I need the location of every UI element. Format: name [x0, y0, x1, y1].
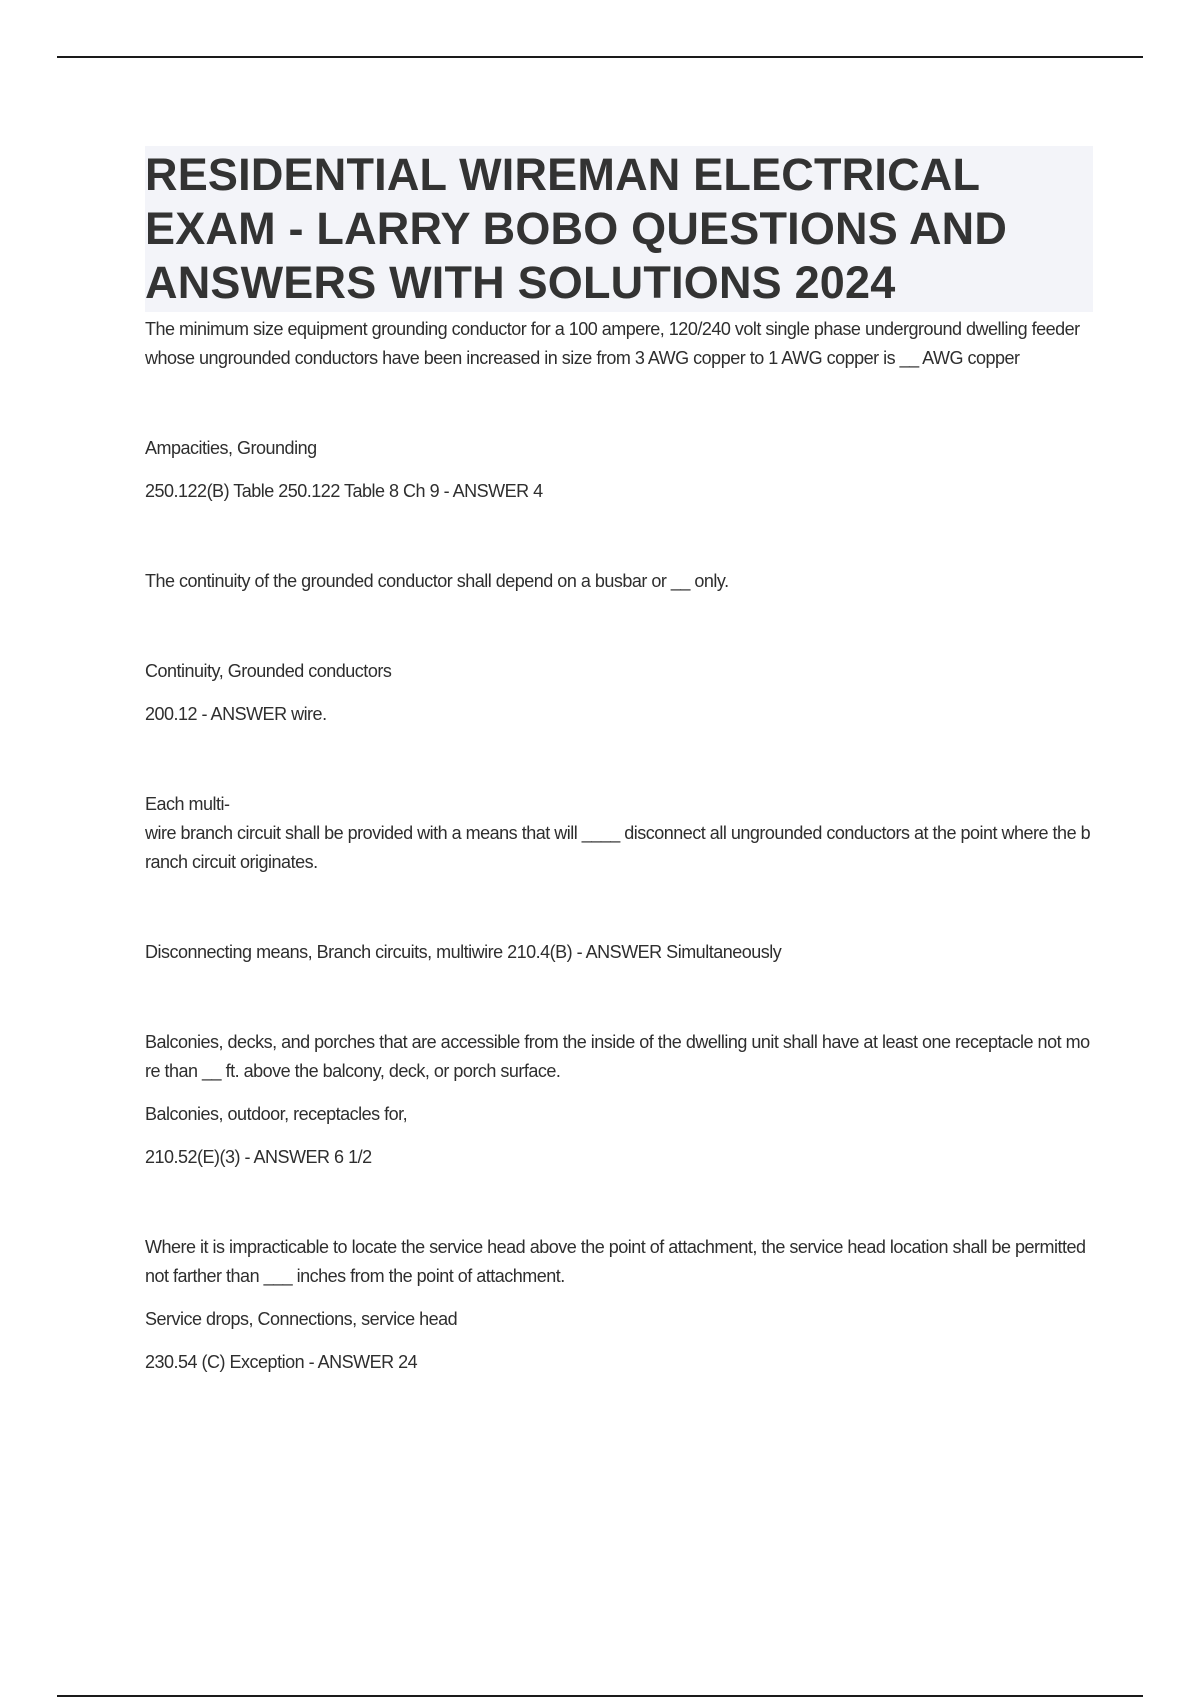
- top-rule: [57, 56, 1143, 58]
- answer-2: 200.12 - ANSWER wire.: [145, 704, 327, 724]
- answer-3: Disconnecting means, Branch circuits, multiwire 210.4(B) - ANSWER Simultaneously: [145, 942, 782, 962]
- question-4: Balconies, decks, and porches that are accessible from the inside of the dwelling unit shall have at least one receptacle not more than __ ft. above the balcony, deck, or porch surface.: [145, 1032, 1090, 1081]
- answer-5: 230.54 (C) Exception - ANSWER 24: [145, 1352, 418, 1372]
- document-body: [145, 146, 1093, 1377]
- answer-4: 210.52(E)(3) - ANSWER 6 1/2: [145, 1147, 372, 1167]
- topic-5: Service drops, Connections, service head: [145, 1309, 458, 1329]
- question-5: Where it is impracticable to locate the service head above the point of attachment, the service head location shall be permitted not farther than ___ inches from the point of attachment.: [145, 1237, 1086, 1286]
- topic-1: Ampacities, Grounding: [145, 438, 317, 458]
- document-title: RESIDENTIAL WIREMAN ELECTRICAL EXAM - LARRY BOBO QUESTIONS AND ANSWERS WITH SOLUTIONS 2024: [145, 146, 1093, 312]
- bottom-rule: [57, 1695, 1143, 1697]
- question-2: The continuity of the grounded conductor shall depend on a busbar or __ only.: [145, 571, 729, 591]
- question-1: The minimum size equipment grounding conductor for a 100 ampere, 120/240 volt single phase underground dwelling feeder whose ungrounded conductors have been increased in size from 3 AWG copper to 1 AWG copper is __ AWG copper: [145, 319, 1080, 368]
- answer-1: 250.122(B) Table 250.122 Table 8 Ch 9 - ANSWER 4: [145, 481, 543, 501]
- question-3-line-2: wire branch circuit shall be provided with a means that will ____ disconnect all ungrounded conductors at the point where the branch circuit originates.: [145, 823, 1091, 872]
- topic-2: Continuity, Grounded conductors: [145, 661, 392, 681]
- question-3-line-1: Each multi-: [145, 794, 230, 814]
- topic-4: Balconies, outdoor, receptacles for,: [145, 1104, 408, 1124]
